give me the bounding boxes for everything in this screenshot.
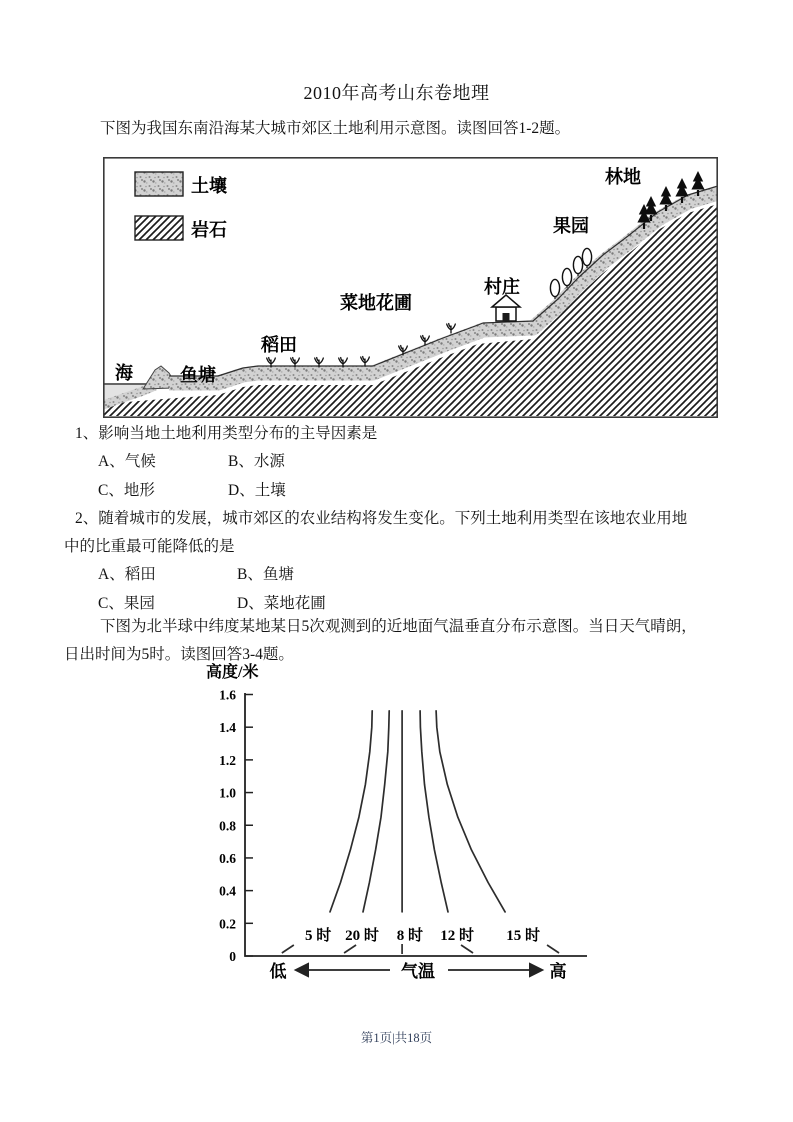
intro-landuse-paragraph: 下图为我国东南沿海某大城市郊区土地利用示意图。读图回答1-2题。 — [100, 120, 571, 137]
intro-temperature-line1: 下图为北半球中纬度某地某日5次观测到的近地面气温垂直分布示意图。当日天气晴朗， — [100, 618, 697, 635]
y-tick-label: 0 — [229, 949, 236, 964]
curve-time-label: 15 时 — [506, 928, 541, 944]
temp-curve-12时 — [420, 711, 448, 912]
legend-soil-label: 土壤 — [191, 176, 227, 196]
y-tick-label: 1.2 — [219, 752, 236, 768]
curve-time-label: 8 时 — [396, 928, 424, 944]
rice-plant-icon — [361, 357, 370, 367]
legend-rock-label: 岩石 — [191, 220, 227, 240]
label-sea: 海 — [115, 363, 133, 383]
question1-stem: 1、影响当地土地利用类型分布的主导因素是 — [75, 425, 378, 442]
question2-stem-line1: 2、随着城市的发展，城市郊区的农业结构将发生变化。下列土地利用类型在该地农业用地 — [75, 510, 688, 527]
legend-soil-swatch — [135, 172, 183, 196]
question1-option-d: D、土壤 — [228, 482, 286, 499]
intro-temperature-line2: 日出时间为5时。读图回答3-4题。 — [64, 646, 294, 663]
y-tick-label: 0.8 — [219, 818, 236, 834]
curve-time-label: 12 时 — [440, 928, 475, 944]
chart-axes — [245, 693, 587, 956]
question2-option-a: A、稻田 — [98, 566, 156, 583]
chart-x-low-label: 低 — [269, 962, 287, 981]
y-tick-label: 0.2 — [219, 916, 236, 932]
landuse-figure — [103, 157, 718, 418]
village-house-icon — [492, 295, 520, 321]
y-tick-label: 1.6 — [219, 687, 236, 703]
question1-option-a: A、气候 — [98, 453, 156, 470]
label-paddy-field: 稻田 — [261, 335, 297, 355]
label-village: 村庄 — [484, 277, 520, 297]
page-footer: 第1页|共18页 — [360, 1031, 433, 1045]
question2-option-b: B、鱼塘 — [237, 566, 294, 583]
question2-option-c: C、果园 — [98, 595, 155, 612]
curve-axis-dash — [282, 945, 294, 953]
chart-curves-group — [219, 688, 559, 965]
vegetable-plant-icon — [447, 324, 456, 334]
label-orchard: 果园 — [553, 216, 589, 236]
chart-x-axis-title: 气温 — [401, 962, 435, 981]
curve-time-label: 5 时 — [304, 928, 332, 944]
label-fish-pond: 鱼塘 — [180, 365, 216, 385]
chart-y-axis-title: 高度/米 — [206, 664, 259, 681]
chart-x-high-label: 高 — [549, 962, 567, 981]
question2-stem-line2: 中的比重最可能降低的是 — [64, 538, 235, 555]
label-vegetable-garden: 菜地花圃 — [340, 293, 412, 313]
y-tick-label: 1.0 — [219, 785, 236, 801]
temp-curve-5时 — [330, 711, 372, 912]
y-tick-label: 0.6 — [219, 850, 236, 866]
y-tick-label: 1.4 — [219, 720, 236, 736]
curve-axis-dash — [344, 945, 356, 953]
question2-option-d: D、菜地花圃 — [237, 595, 326, 612]
legend-rock-swatch — [135, 216, 183, 240]
page-title: 2010年高考山东卷地理 — [303, 83, 490, 103]
curve-axis-dash — [461, 945, 473, 953]
y-tick-label: 0.4 — [219, 883, 236, 899]
question1-option-b: B、水源 — [228, 453, 285, 470]
label-forest: 林地 — [605, 167, 641, 187]
temp-curve-20时 — [363, 711, 389, 912]
curve-time-label: 20 时 — [345, 928, 379, 944]
curve-axis-dash — [547, 945, 559, 953]
temp-curve-15时 — [436, 711, 505, 912]
question1-option-c: C、地形 — [98, 482, 155, 499]
temperature-profile-chart — [190, 663, 600, 998]
